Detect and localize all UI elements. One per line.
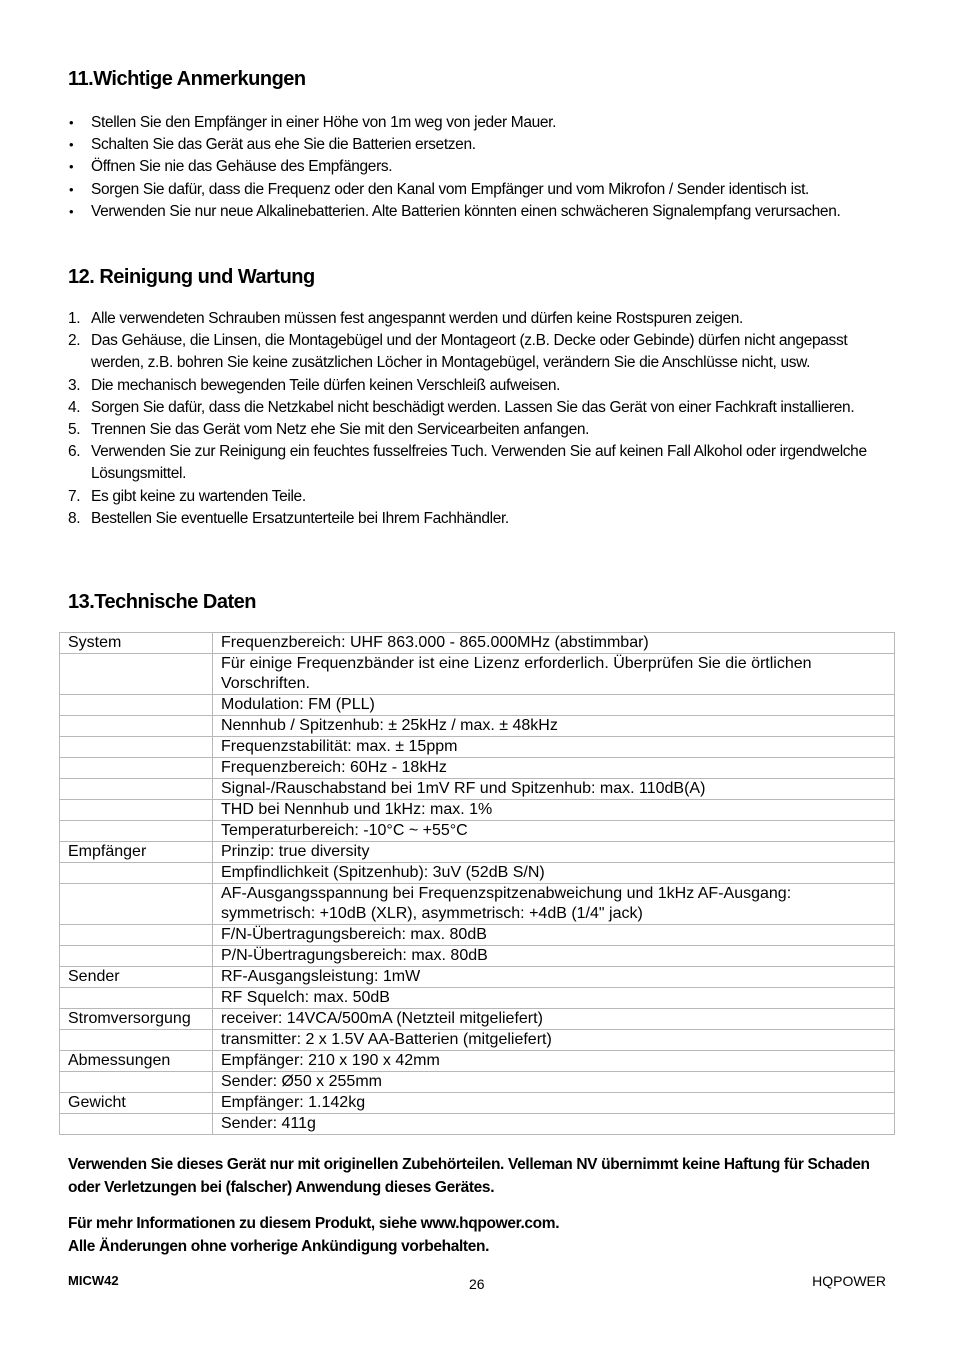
spec-category [60,737,213,758]
spec-value: Signal-/Rauschabstand bei 1mV RF und Spitzenhub: max. 110dB(A) [213,779,895,800]
spec-value: Frequenzbereich: UHF 863.000 - 865.000MHz (abstimmbar) [213,633,895,654]
table-row [60,1030,895,1051]
spec-category [60,821,213,842]
notes-list-item [68,156,868,178]
table-row [60,1051,895,1072]
cleaning-list [68,308,868,530]
table-row [60,1072,895,1093]
spec-category [60,946,213,967]
notes-list [68,112,868,223]
spec-value: transmitter: 2 x 1.5V AA-Batterien (mitgeliefert) [213,1030,895,1051]
spec-category [60,884,213,925]
spec-value: RF Squelch: max. 50dB [213,988,895,1009]
spec-category: Stromversorgung [60,1009,213,1030]
table-row [60,716,895,737]
section-title-specs: 13.Technische Daten [68,591,256,613]
spec-value: Empfänger: 210 x 190 x 42mm [213,1051,895,1072]
table-row [60,967,895,988]
footer-model: MICW42 [68,1273,119,1288]
spec-category: Gewicht [60,1093,213,1114]
accessory-warning: Verwenden Sie dieses Gerät nur mit originellen Zubehörteilen. Velleman NV übernimmt keine Haftung für Schaden oder Verletzungen bei (falscher) Anwendung dieses Gerätes. [68,1156,870,1196]
cleaning-item-text: Die mechanisch bewegenden Teile dürfen keinen Verschleiß aufweisen. [91,376,561,394]
cleaning-list-item [68,330,868,374]
spec-category: Abmessungen [60,1051,213,1072]
spec-value: P/N-Übertragungsbereich: max. 80dB [213,946,895,967]
spec-value: THD bei Nennhub und 1kHz: max. 1% [213,800,895,821]
spec-category [60,925,213,946]
spec-category: Empfänger [60,842,213,863]
table-row [60,779,895,800]
cleaning-list-item [68,441,868,485]
item-number: 5. [68,421,81,439]
notes-list-item [68,112,868,134]
bullet-icon: • [69,137,74,153]
notes-list-item [68,134,868,156]
spec-category [60,1030,213,1051]
notes-item-text: Sorgen Sie dafür, dass die Frequenz oder den Kanal vom Empfänger und vom Mikrofon / Sender identisch ist. [91,180,810,198]
table-row [60,842,895,863]
spec-value: Frequenzstabilität: max. ± 15ppm [213,737,895,758]
spec-category: System [60,633,213,654]
spec-category [60,800,213,821]
item-number: 3. [68,376,81,394]
notes-list-item [68,179,868,201]
notes-list-item [68,201,868,223]
spec-category [60,988,213,1009]
spec-value: AF-Ausgangsspannung bei Frequenzspitzenabweichung und 1kHz AF-Ausgang: symmetrisch: +10dB (XLR), asymmetrisch: +4dB (1/4" jack) [213,884,895,925]
disclaimer-text: Alle Änderungen ohne vorherige Ankündigung vorbehalten. [68,1237,490,1255]
spec-category: Sender [60,967,213,988]
more-info-text: Für mehr Informationen zu diesem Produkt, siehe www.hqpower.com. [68,1215,560,1232]
notes-item-text: Öffnen Sie nie das Gehäuse des Empfängers. [91,158,393,176]
section-title-cleaning: 12. Reinigung und Wartung [68,266,315,288]
table-row [60,737,895,758]
table-row [60,654,895,695]
section-title-notes: 11.Wichtige Anmerkungen [68,68,306,90]
cleaning-item-text: Verwenden Sie zur Reinigung ein feuchtes fusselfreies Tuch. Verwenden Sie auf keinen Fall Alkohol oder irgendwelche Lösungsmittel. [91,443,867,483]
spec-value: F/N-Übertragungsbereich: max. 80dB [213,925,895,946]
spec-value: Empfindlichkeit (Spitzenhub): 3uV (52dB S/N) [213,863,895,884]
cleaning-list-item [68,508,868,530]
footer-page-number: 26 [469,1276,485,1292]
table-row [60,946,895,967]
cleaning-item-text: Es gibt keine zu wartenden Teile. [91,487,306,505]
spec-category [60,695,213,716]
cleaning-item-text: Sorgen Sie dafür, dass die Netzkabel nicht beschädigt werden. Lassen Sie das Gerät von einer Fachkraft installieren. [91,398,855,416]
spec-value: Nennhub / Spitzenhub: ± 25kHz / max. ± 48kHz [213,716,895,737]
item-number: 7. [68,487,81,505]
spec-category [60,716,213,737]
cleaning-list-item [68,397,868,419]
bullet-icon: • [69,203,74,219]
notes-item-text: Stellen Sie den Empfänger in einer Höhe von 1m weg von jeder Mauer. [91,114,557,131]
table-row [60,863,895,884]
spec-value: Sender: Ø50 x 255mm [213,1072,895,1093]
more-info [68,1213,888,1258]
table-row [60,800,895,821]
cleaning-item-text: Trennen Sie das Gerät vom Netz ehe Sie mit den Servicearbeiten anfangen. [91,421,590,439]
table-row [60,758,895,779]
spec-category [60,1114,213,1135]
spec-value: Temperaturbereich: -10°C ~ +55°C [213,821,895,842]
table-row [60,633,895,654]
cleaning-item-text: Alle verwendeten Schrauben müssen fest angespannt werden und dürfen keine Rostspuren zeigen. [91,310,743,327]
item-number: 2. [68,332,81,350]
table-row [60,1093,895,1114]
item-number: 8. [68,509,81,527]
spec-category [60,863,213,884]
spec-category [60,1072,213,1093]
table-row [60,695,895,716]
table-row [60,988,895,1009]
spec-value: receiver: 14VCA/500mA (Netzteil mitgeliefert) [213,1009,895,1030]
table-row [60,1114,895,1135]
item-number: 6. [68,443,81,461]
cleaning-item-text: Bestellen Sie eventuelle Ersatzunterteile bei Ihrem Fachhändler. [91,509,509,527]
spec-category [60,758,213,779]
cleaning-list-item [68,419,868,441]
bullet-icon: • [69,181,74,197]
specs-table [59,632,895,1135]
table-row [60,884,895,925]
spec-value: Frequenzbereich: 60Hz - 18kHz [213,758,895,779]
notes-item-text: Verwenden Sie nur neue Alkalinebatterien. Alte Batterien könnten einen schwächeren Signalempfang verursachen. [91,202,841,220]
item-number: 4. [68,398,81,416]
cleaning-item-text: Das Gehäuse, die Linsen, die Montagebügel und der Montageort (z.B. Decke oder Gebinde) dürfen nicht angepasst werden, z.B. bohren Sie keine zusätzlichen Löcher in Montagebügel, verändern Sie die Anschlüsse nicht, usw. [91,332,848,372]
spec-value: Modulation: FM (PLL) [213,695,895,716]
table-row [60,821,895,842]
cleaning-list-item [68,486,868,508]
spec-value: Empfänger: 1.142kg [213,1093,895,1114]
footer-brand: HQPOWER [812,1273,886,1289]
bullet-icon: • [69,159,74,175]
spec-value: Prinzip: true diversity [213,842,895,863]
cleaning-list-item [68,375,868,397]
table-row [60,925,895,946]
spec-value: RF-Ausgangsleistung: 1mW [213,967,895,988]
spec-value: Sender: 411g [213,1114,895,1135]
spec-value: Für einige Frequenzbänder ist eine Lizenz erforderlich. Überprüfen Sie die örtlichen Vorschriften. [213,654,895,695]
spec-category [60,654,213,695]
bullet-icon: • [69,115,74,130]
cleaning-list-item [68,308,868,330]
table-row [60,1009,895,1030]
item-number: 1. [68,310,81,327]
spec-category [60,779,213,800]
notes-item-text: Schalten Sie das Gerät aus ehe Sie die Batterien ersetzen. [91,136,476,154]
